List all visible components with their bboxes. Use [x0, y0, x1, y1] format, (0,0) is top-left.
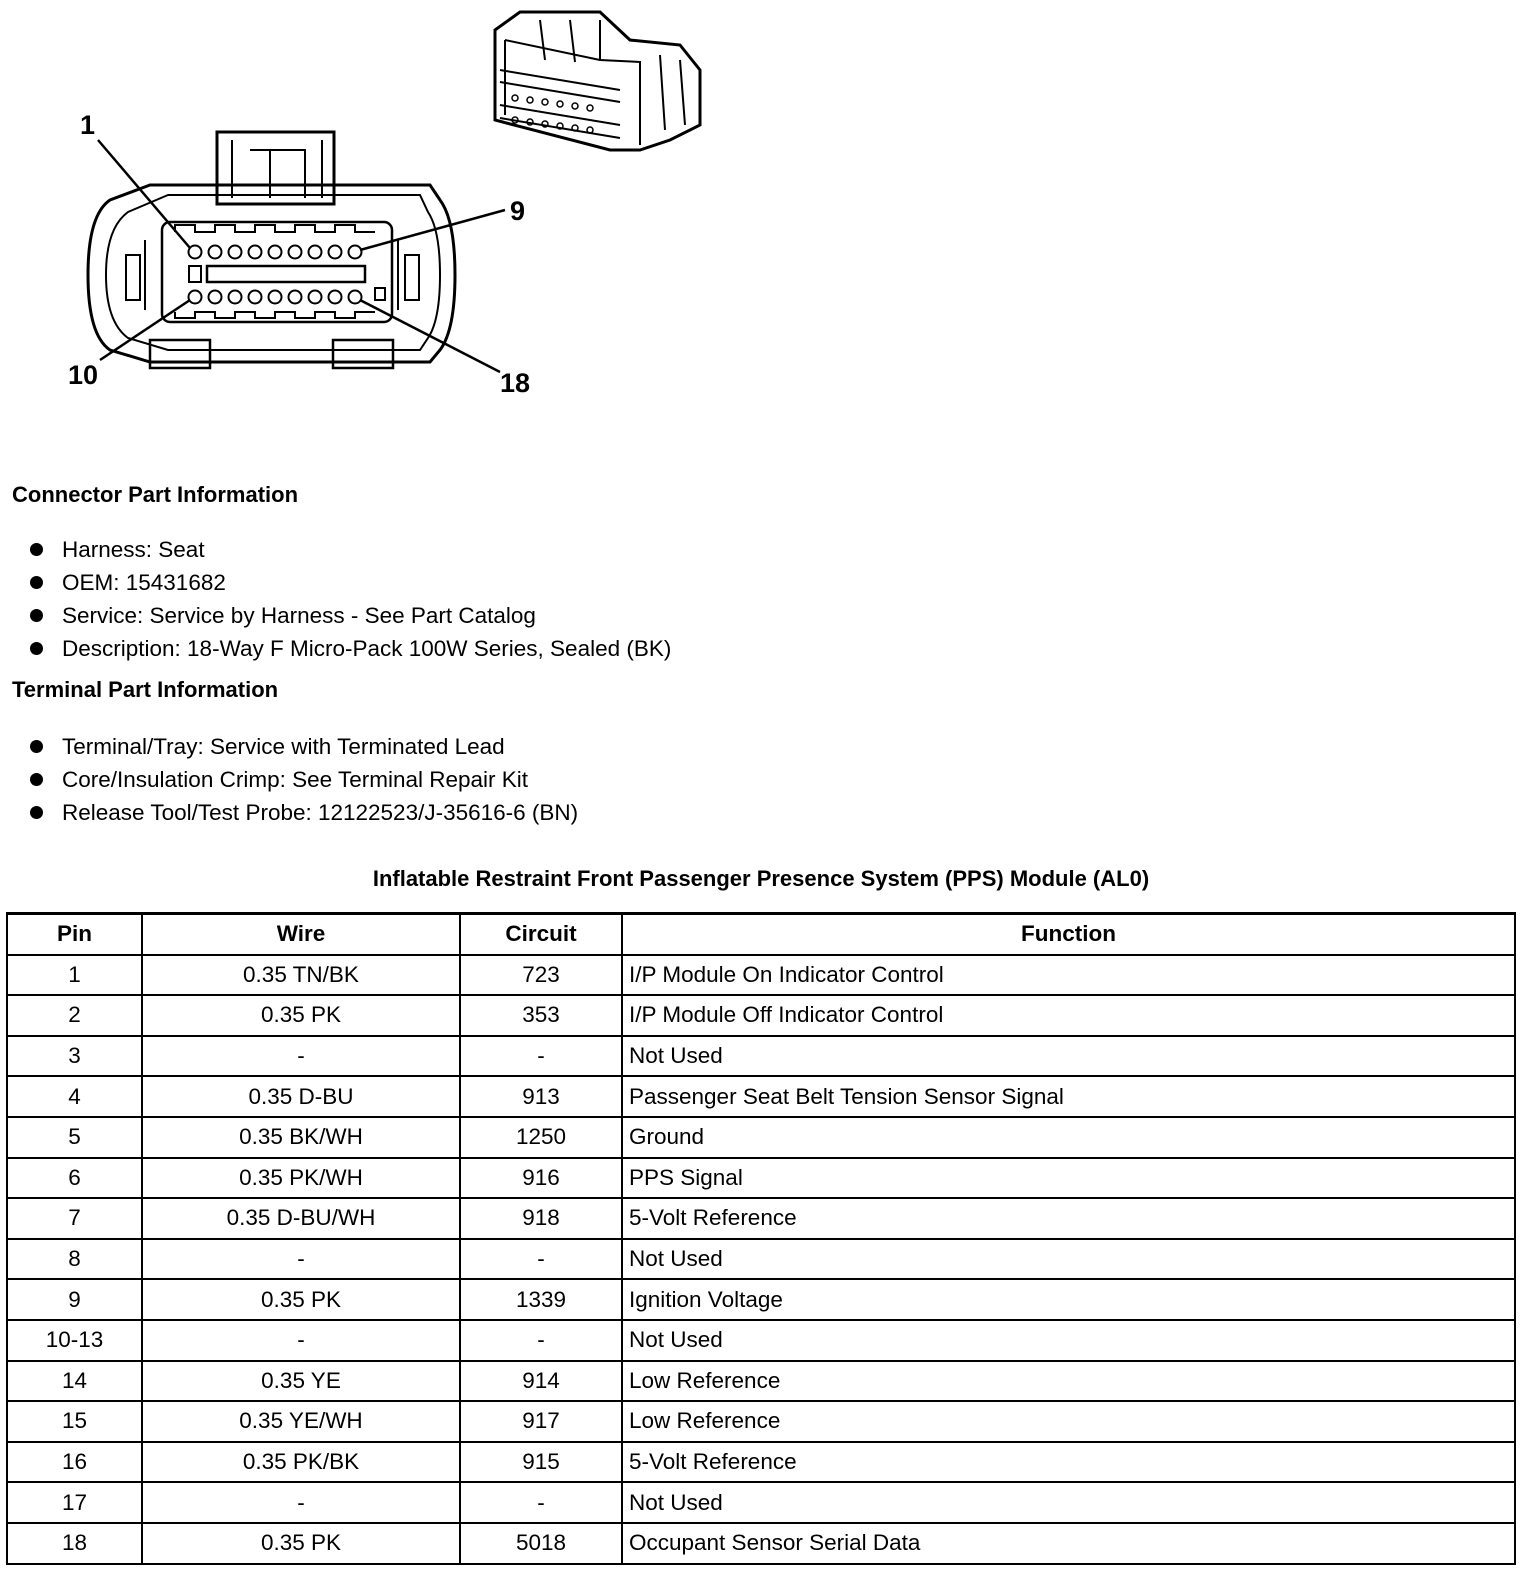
header-function: Function [622, 914, 1515, 955]
list-item-text: Harness: Seat [62, 537, 205, 562]
connector-info-list [28, 533, 671, 665]
table-row [7, 1239, 1515, 1280]
cell-wire: 0.35 D-BU/WH [142, 1198, 460, 1239]
cell-function: Low Reference [622, 1401, 1515, 1442]
cell-pin: 16 [7, 1442, 142, 1483]
cell-wire: 0.35 D-BU [142, 1076, 460, 1117]
bullet-icon [30, 773, 43, 786]
bullet-icon [30, 642, 43, 655]
list-item [28, 533, 671, 566]
list-item-text: Description: 18-Way F Micro-Pack 100W Series, Sealed (BK) [62, 636, 672, 661]
header-pin: Pin [7, 914, 142, 955]
cell-wire: - [142, 1239, 460, 1280]
table-row [7, 1523, 1515, 1564]
cell-circuit: - [460, 1239, 622, 1280]
cell-circuit: - [460, 1320, 622, 1361]
cell-circuit: - [460, 1036, 622, 1077]
list-item-text: Release Tool/Test Probe: 12122523/J-35616-6 (BN) [62, 800, 579, 825]
header-circuit: Circuit [460, 914, 622, 955]
terminal-info-list [28, 730, 578, 829]
header-wire: Wire [142, 914, 460, 955]
table-title: Inflatable Restraint Front Passenger Presence System (PPS) Module (AL0) [372, 866, 1150, 891]
cell-wire: - [142, 1036, 460, 1077]
cell-pin: 5 [7, 1117, 142, 1158]
cell-pin: 17 [7, 1482, 142, 1523]
cell-circuit: 914 [460, 1361, 622, 1402]
cell-circuit: 353 [460, 995, 622, 1036]
cell-wire: - [142, 1482, 460, 1523]
cell-pin: 2 [7, 995, 142, 1036]
cell-wire: 0.35 PK/BK [142, 1442, 460, 1483]
pin-10-label: 10 [68, 360, 99, 390]
list-item [28, 599, 671, 632]
cell-wire: 0.35 PK [142, 995, 460, 1036]
cell-circuit: 915 [460, 1442, 622, 1483]
cell-circuit: 1250 [460, 1117, 622, 1158]
list-item-text: OEM: 15431682 [62, 570, 226, 595]
cell-circuit: 5018 [460, 1523, 622, 1564]
table-row [7, 1482, 1515, 1523]
bullet-icon [30, 806, 43, 819]
table-header-row [7, 914, 1515, 955]
cell-circuit: 1339 [460, 1279, 622, 1320]
cell-pin: 8 [7, 1239, 142, 1280]
cell-pin: 15 [7, 1401, 142, 1442]
list-item [28, 632, 671, 665]
table-row [7, 1401, 1515, 1442]
list-item-text: Service: Service by Harness - See Part Catalog [62, 603, 536, 628]
cell-function: Low Reference [622, 1361, 1515, 1402]
table-row [7, 1320, 1515, 1361]
bullet-icon [30, 740, 43, 753]
terminal-info-title: Terminal Part Information [12, 677, 279, 702]
cell-function: 5-Volt Reference [622, 1198, 1515, 1239]
pin-9-label: 9 [510, 196, 526, 226]
cell-function: 5-Volt Reference [622, 1442, 1515, 1483]
table-row [7, 1279, 1515, 1320]
bullet-icon [30, 609, 43, 622]
list-item [28, 763, 578, 796]
cell-function: Not Used [622, 1036, 1515, 1077]
table-row [7, 1158, 1515, 1199]
cell-circuit: - [460, 1482, 622, 1523]
connector-perspective-view [495, 12, 700, 150]
cell-pin: 3 [7, 1036, 142, 1077]
connector-diagram [0, 0, 760, 420]
list-item [28, 566, 671, 599]
cell-pin: 4 [7, 1076, 142, 1117]
cell-wire: 0.35 BK/WH [142, 1117, 460, 1158]
list-item-text: Core/Insulation Crimp: See Terminal Repair Kit [62, 767, 529, 792]
table-row [7, 995, 1515, 1036]
connector-info-title: Connector Part Information [12, 482, 299, 507]
cell-circuit: 916 [460, 1158, 622, 1199]
cell-function: I/P Module On Indicator Control [622, 955, 1515, 996]
cell-function: Ground [622, 1117, 1515, 1158]
table-row [7, 1076, 1515, 1117]
cell-function: I/P Module Off Indicator Control [622, 995, 1515, 1036]
cell-circuit: 917 [460, 1401, 622, 1442]
cell-wire: - [142, 1320, 460, 1361]
table-row [7, 955, 1515, 996]
cell-pin: 1 [7, 955, 142, 996]
cell-pin: 9 [7, 1279, 142, 1320]
cell-wire: 0.35 TN/BK [142, 955, 460, 996]
cell-pin: 6 [7, 1158, 142, 1199]
pin-18-label: 18 [500, 368, 531, 398]
cell-wire: 0.35 PK/WH [142, 1158, 460, 1199]
list-item [28, 730, 578, 763]
bullet-icon [30, 576, 43, 589]
cell-function: PPS Signal [622, 1158, 1515, 1199]
pin-1-label: 1 [80, 110, 96, 140]
cell-wire: 0.35 YE/WH [142, 1401, 460, 1442]
table-row [7, 1117, 1515, 1158]
cell-circuit: 913 [460, 1076, 622, 1117]
cell-pin: 7 [7, 1198, 142, 1239]
cell-function: Ignition Voltage [622, 1279, 1515, 1320]
table-row [7, 1442, 1515, 1483]
cell-circuit: 918 [460, 1198, 622, 1239]
cell-wire: 0.35 YE [142, 1361, 460, 1402]
pin-table [6, 912, 1516, 1565]
cell-function: Not Used [622, 1239, 1515, 1280]
cell-wire: 0.35 PK [142, 1523, 460, 1564]
cell-pin: 10-13 [7, 1320, 142, 1361]
connector-face-illustration [0, 0, 760, 420]
cell-function: Not Used [622, 1482, 1515, 1523]
table-row [7, 1198, 1515, 1239]
cell-function: Passenger Seat Belt Tension Sensor Signal [622, 1076, 1515, 1117]
cell-wire: 0.35 PK [142, 1279, 460, 1320]
table-row [7, 1361, 1515, 1402]
table-row [7, 1036, 1515, 1077]
list-item [28, 796, 578, 829]
cell-function: Occupant Sensor Serial Data [622, 1523, 1515, 1564]
cell-circuit: 723 [460, 955, 622, 996]
cell-pin: 14 [7, 1361, 142, 1402]
cell-function: Not Used [622, 1320, 1515, 1361]
cell-pin: 18 [7, 1523, 142, 1564]
bullet-icon [30, 543, 43, 556]
list-item-text: Terminal/Tray: Service with Terminated Lead [62, 734, 505, 759]
